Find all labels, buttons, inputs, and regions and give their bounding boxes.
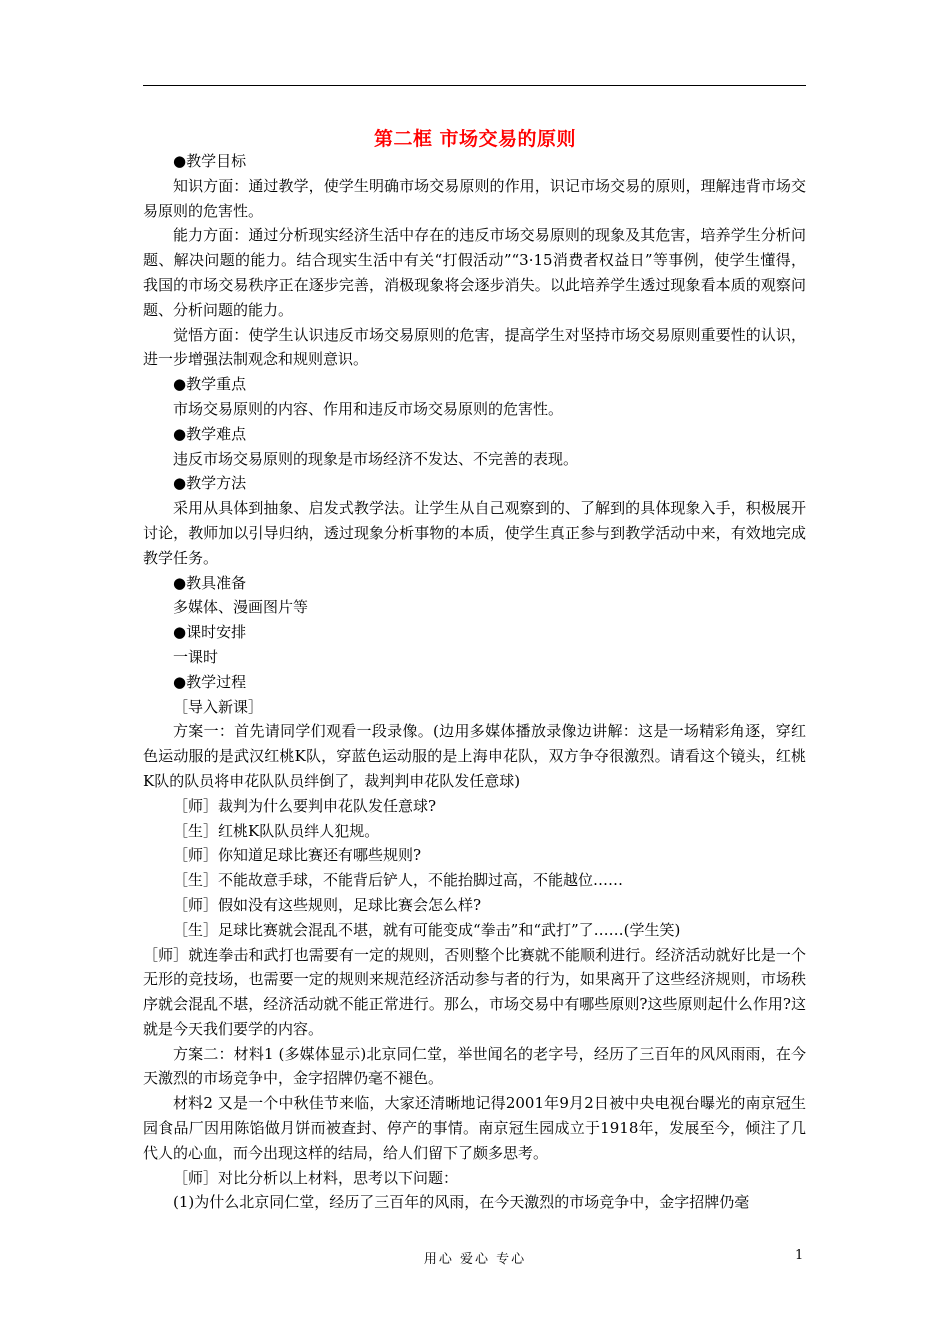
paragraph: 市场交易原则的内容、作用和违反市场交易原则的危害性。 <box>173 399 564 418</box>
paragraph: 方案一：首先请同学们观看一段录像。(边用多媒体播放录像边讲解：这是一场精彩角逐，穿红色运动服的是武汉红桃K队，穿蓝色运动服的是上海申花队，双方争夺很激烈。请看这个镜头，红桃K队的队员将申花队队员绊倒了，裁判判申花队发任意球) <box>143 722 806 790</box>
paragraph: ●教学难点 <box>173 424 247 443</box>
paragraph: ●教学目标 <box>173 152 247 170</box>
paragraph: ［师］假如没有这些规则，足球比赛会怎么样? <box>173 895 482 914</box>
paragraph: ［师］就连拳击和武打也需要有一定的规则，否则整个比赛就不能顺利进行。经济活动就好比是一个无形的竞技场，也需要一定的规则来规范经济活动参与者的行为，如果离开了这些经济规则，市场秩序就会混乱不堪，经济活动就不能正常进行。那么，市场交易中有哪些原则?这些原则起什么作用?这就是今天我们要学的内容。 <box>143 945 806 1038</box>
paragraph: ［师］你知道足球比赛还有哪些规则? <box>173 846 422 865</box>
page-number: 1 <box>795 1248 804 1263</box>
paragraph: 一课时 <box>173 647 219 666</box>
paragraph: 违反市场交易原则的现象是市场经济不发达、不完善的表现。 <box>173 449 579 468</box>
paragraph: ［导入新课］ <box>173 697 264 716</box>
paragraph: 能力方面：通过分析现实经济生活中存在的违反市场交易原则的现象及其危害，培养学生分析问题、解决问题的能力。结合现实生活中有关“打假活动”“3·15消费者权益日”等事例，使学生懂得，我国的市场交易秩序正在逐步完善，消极现象将会逐步消失。以此培养学生透过现象看本质的观察问题、分析问题的能力。 <box>143 226 806 319</box>
paragraph: ●教学重点 <box>173 375 247 394</box>
paragraph: ［师］对比分析以上材料，思考以下问题： <box>173 1168 459 1187</box>
paragraph: ［生］红桃K队队员绊人犯规。 <box>173 821 380 840</box>
paragraph: ［生］足球比赛就会混乱不堪，就有可能变成“拳击”和“武打”了……(学生笑) <box>173 920 681 939</box>
paragraph: ●课时安排 <box>173 623 247 642</box>
footer-motto: 用心 爱心 专心 <box>423 1252 527 1267</box>
paragraph: (1)为什么北京同仁堂，经历了三百年的风雨，在今天激烈的市场竞争中，金字招牌仍毫 <box>173 1193 750 1212</box>
paragraph: ●教具准备 <box>173 573 247 592</box>
header-rule <box>143 85 806 86</box>
paragraph: ●教学过程 <box>173 672 247 691</box>
paragraph: ［师］裁判为什么要判申花队发任意球? <box>173 796 437 815</box>
paragraph: 材料2 又是一个中秋佳节来临，大家还清晰地记得2001年9月2日被中央电视台曝光的南京冠生园食品厂因用陈馅做月饼而被查封、停产的事情。南京冠生园成立于1918年，发展至今，倾注了几代人的心血，而今出现这样的结局，给人们留下了颇多思考。 <box>143 1094 806 1162</box>
paragraph: 采用从具体到抽象、启发式教学法。让学生从自己观察到的、了解到的具体现象入手，积极展开讨论，教师加以引导归纳，透过现象分析事物的本质，使学生真正参与到教学活动中来，有效地完成教学任务。 <box>143 499 806 567</box>
paragraph: ●教学方法 <box>173 474 247 493</box>
paragraph: ［生］不能故意手球，不能背后铲人，不能抬脚过高，不能越位…… <box>173 871 624 890</box>
paragraph: 多媒体、漫画图片等 <box>173 598 309 617</box>
document-body <box>143 149 806 1215</box>
page-title: 第二框 市场交易的原则 <box>373 128 577 150</box>
paragraph: 觉悟方面：使学生认识违反市场交易原则的危害，提高学生对坚持市场交易原则重要性的认识，进一步增强法制观念和规则意识。 <box>143 325 806 369</box>
paragraph: 知识方面：通过教学，使学生明确市场交易原则的作用，识记市场交易的原则，理解违背市场交易原则的危害性。 <box>143 176 806 220</box>
paragraph: 方案二：材料1 (多媒体显示)北京同仁堂，举世闻名的老字号，经历了三百年的风风雨雨，在今天激烈的市场竞争中，金字招牌仍毫不褪色。 <box>143 1044 806 1088</box>
